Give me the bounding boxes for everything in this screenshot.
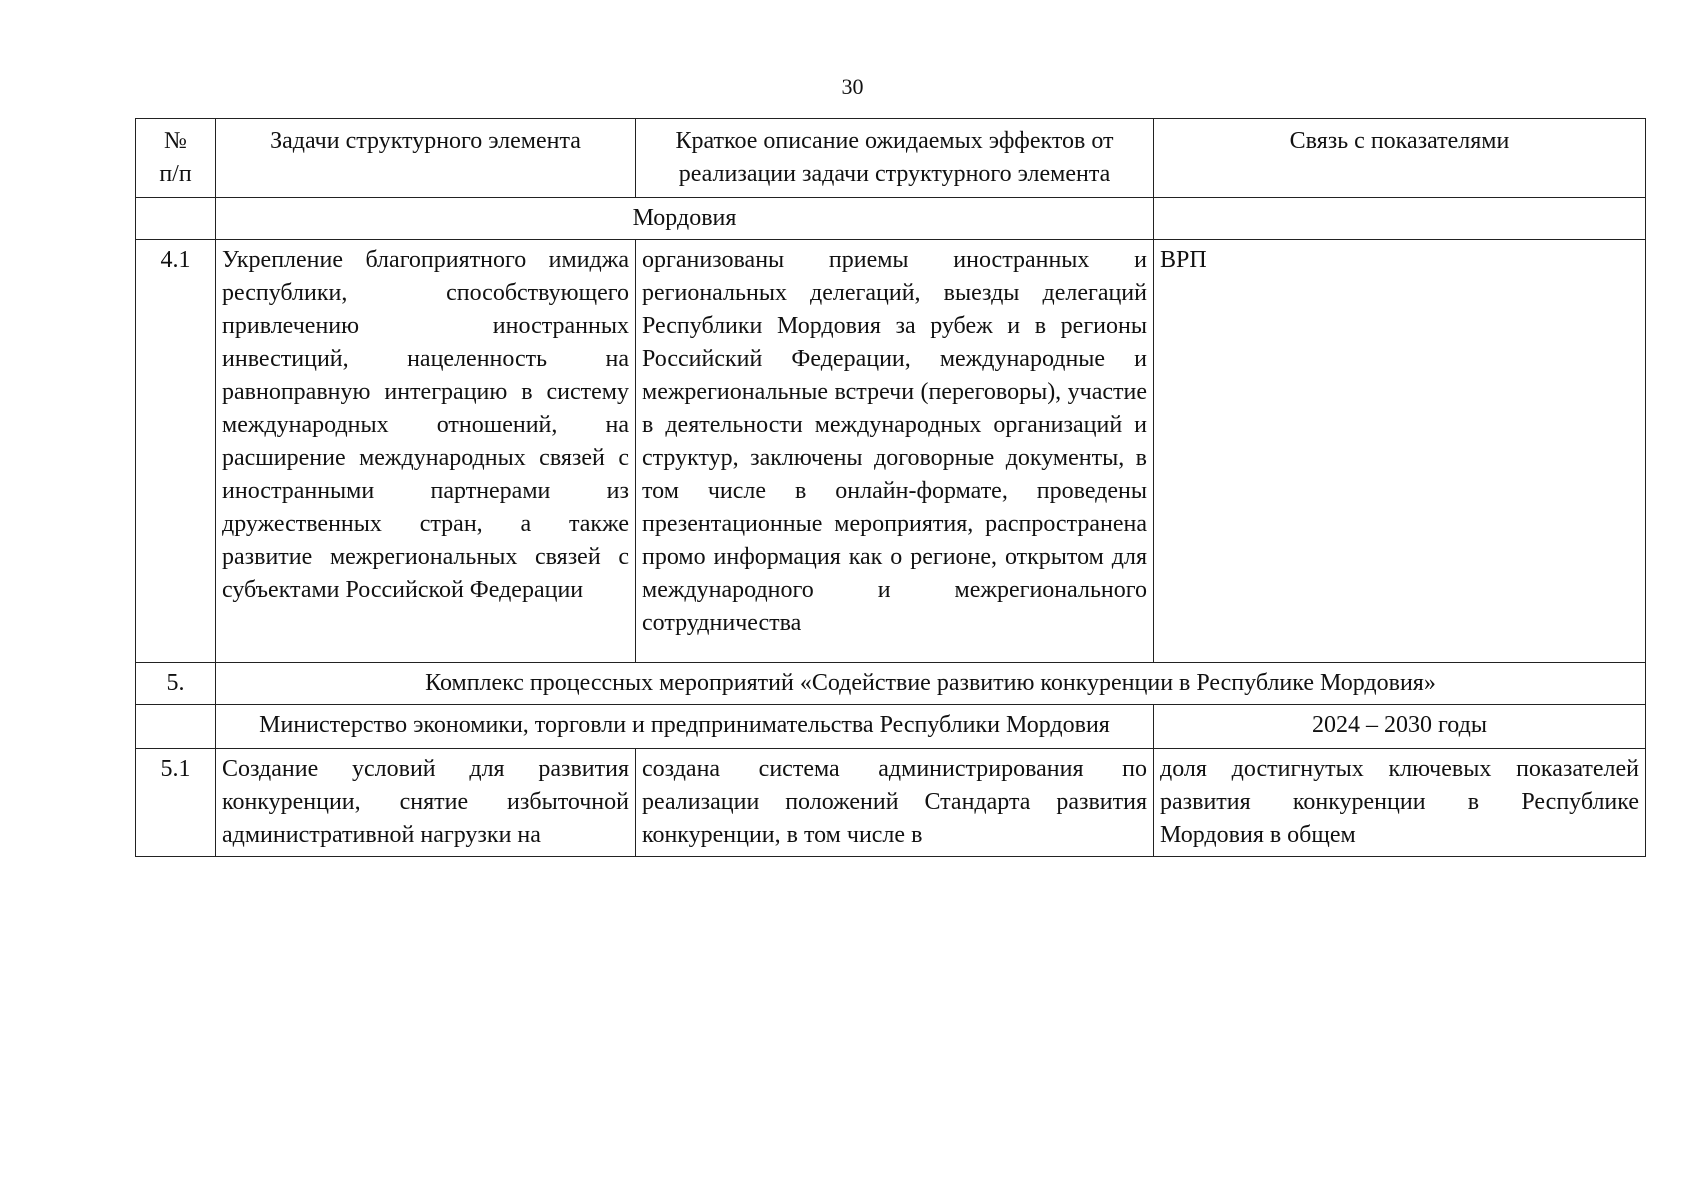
continuation-row — [136, 198, 1646, 240]
header-num-symbol: № — [164, 128, 187, 154]
task-cell: Укрепление благоприятного имиджа республики, способствующего привлечению иностранных инвестиций, нацеленность на равноправную интеграцию в систему международных отношений, на расширение международных связей с иностранными партнерами из дружественных стран, а также развитие межрегиональных связей с субъектами Российской Федерации — [216, 240, 636, 663]
header-effects: Краткое описание ожидаемых эффектов от реализации задачи структурного элемента — [636, 119, 1154, 198]
table-row-4-1 — [136, 240, 1646, 663]
responsible-ministry: Министерство экономики, торговли и предпринимательства Республики Мордовия — [216, 705, 1154, 749]
structural-elements-table — [135, 118, 1646, 857]
header-tasks: Задачи структурного элемента — [216, 119, 636, 198]
header-num-label: п/п — [159, 161, 192, 187]
section-number: 5. — [136, 663, 216, 705]
section-5-title-row — [136, 663, 1646, 705]
effect-cell: создана система администрирования по реализации положений Стандарта развития конкуренции, в том числе в — [636, 749, 1154, 857]
continuation-responsible: Мордовия — [216, 198, 1154, 240]
table-header-row — [136, 119, 1646, 198]
table-row-5-1 — [136, 749, 1646, 857]
task-cell: Создание условий для развития конкуренции, снятие избыточной административной нагрузки на — [216, 749, 636, 857]
indicator-cell: доля достигнутых ключевых показателей развития конкуренции в Республике Мордовия в общем — [1154, 749, 1646, 857]
section-title: Комплекс процессных мероприятий «Содействие развитию конкуренции в Республике Мордовия» — [216, 663, 1646, 705]
header-num — [136, 119, 216, 198]
effect-cell: организованы приемы иностранных и региональных делегаций, выезды делегаций Республики Мордовия за рубеж и в регионы Российский Федерации, международные и межрегиональные встречи (переговоры), участие в деятельности международных организаций и структур, заключены договорные документы, в том числе в онлайн-формате, проведены презентационные мероприятия, распространена промо информация как о регионе, открытом для международного и межрегионального сотрудничества — [636, 240, 1154, 663]
header-indicators: Связь с показателями — [1154, 119, 1646, 198]
implementation-period: 2024 – 2030 годы — [1154, 705, 1646, 749]
row-number: 4.1 — [136, 240, 216, 663]
responsible-num — [136, 705, 216, 749]
section-5-responsible-row — [136, 705, 1646, 749]
continuation-indicators — [1154, 198, 1646, 240]
continuation-num — [136, 198, 216, 240]
row-number: 5.1 — [136, 749, 216, 857]
page-number: 30 — [841, 74, 864, 99]
indicator-cell: ВРП — [1154, 240, 1646, 663]
